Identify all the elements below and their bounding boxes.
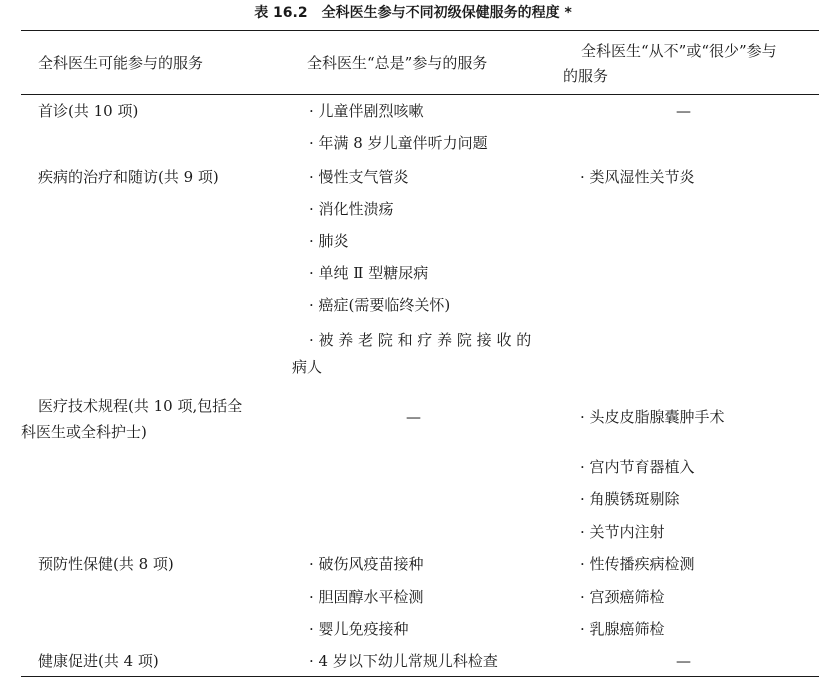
always-item: · 消化性溃疡	[309, 200, 394, 218]
header-col3-line2: 的服务	[563, 67, 609, 85]
header-col2: 全科医生“总是”参与的服务	[307, 54, 488, 72]
never-item: · 角膜锈斑剔除	[580, 490, 680, 508]
empty-dash: —	[676, 652, 691, 670]
never-item: · 宫颈癌筛检	[580, 588, 665, 606]
header-col1: 全科医生可能参与的服务	[38, 54, 204, 72]
empty-dash: —	[676, 102, 691, 120]
category-procedures-line1: 医疗技术规程(共 10 项,包括全	[38, 397, 243, 415]
category-prevention: 预防性保健(共 8 项)	[38, 555, 174, 573]
never-item: · 头皮皮脂腺囊肿手术	[580, 408, 725, 426]
category-first-visit: 首诊(共 10 项)	[38, 102, 139, 120]
header-rule	[21, 94, 819, 95]
never-item: · 宫内节育器植入	[580, 458, 695, 476]
table-caption: 表 16.2 全科医生参与不同初级保健服务的程度 *	[254, 5, 572, 21]
always-item: · 单纯 Ⅱ 型糖尿病	[309, 264, 429, 282]
top-rule	[21, 30, 819, 31]
always-item-continuation: 病人	[292, 358, 323, 376]
header-col3-line1: 全科医生“从不”或“很少”参与	[581, 42, 777, 60]
never-item: · 关节内注射	[580, 523, 665, 541]
empty-dash: —	[406, 408, 421, 426]
always-item: · 年满 8 岁儿童伴听力问题	[309, 134, 488, 152]
never-item: · 性传播疾病检测	[580, 555, 695, 573]
category-treatment: 疾病的治疗和随访(共 9 项)	[38, 168, 219, 186]
category-procedures-line2: 科医生或全科护士)	[21, 423, 147, 441]
category-health-promotion: 健康促进(共 4 项)	[38, 652, 159, 670]
always-item: · 癌症(需要临终关怀)	[309, 296, 451, 314]
always-item: · 婴儿免疫接种	[309, 620, 409, 638]
bottom-rule	[21, 676, 819, 677]
always-item: · 被 养 老 院 和 疗 养 院 接 收 的	[309, 331, 532, 349]
always-item: · 儿童伴剧烈咳嗽	[309, 102, 424, 120]
always-item: · 慢性支气管炎	[309, 168, 409, 186]
always-item: · 肺炎	[309, 232, 349, 250]
never-item: · 类风湿性关节炎	[580, 168, 695, 186]
always-item: · 破伤风疫苗接种	[309, 555, 424, 573]
always-item: · 胆固醇水平检测	[309, 588, 424, 606]
never-item: · 乳腺癌筛检	[580, 620, 665, 638]
always-item: · 4 岁以下幼儿常规儿科检查	[309, 652, 498, 670]
